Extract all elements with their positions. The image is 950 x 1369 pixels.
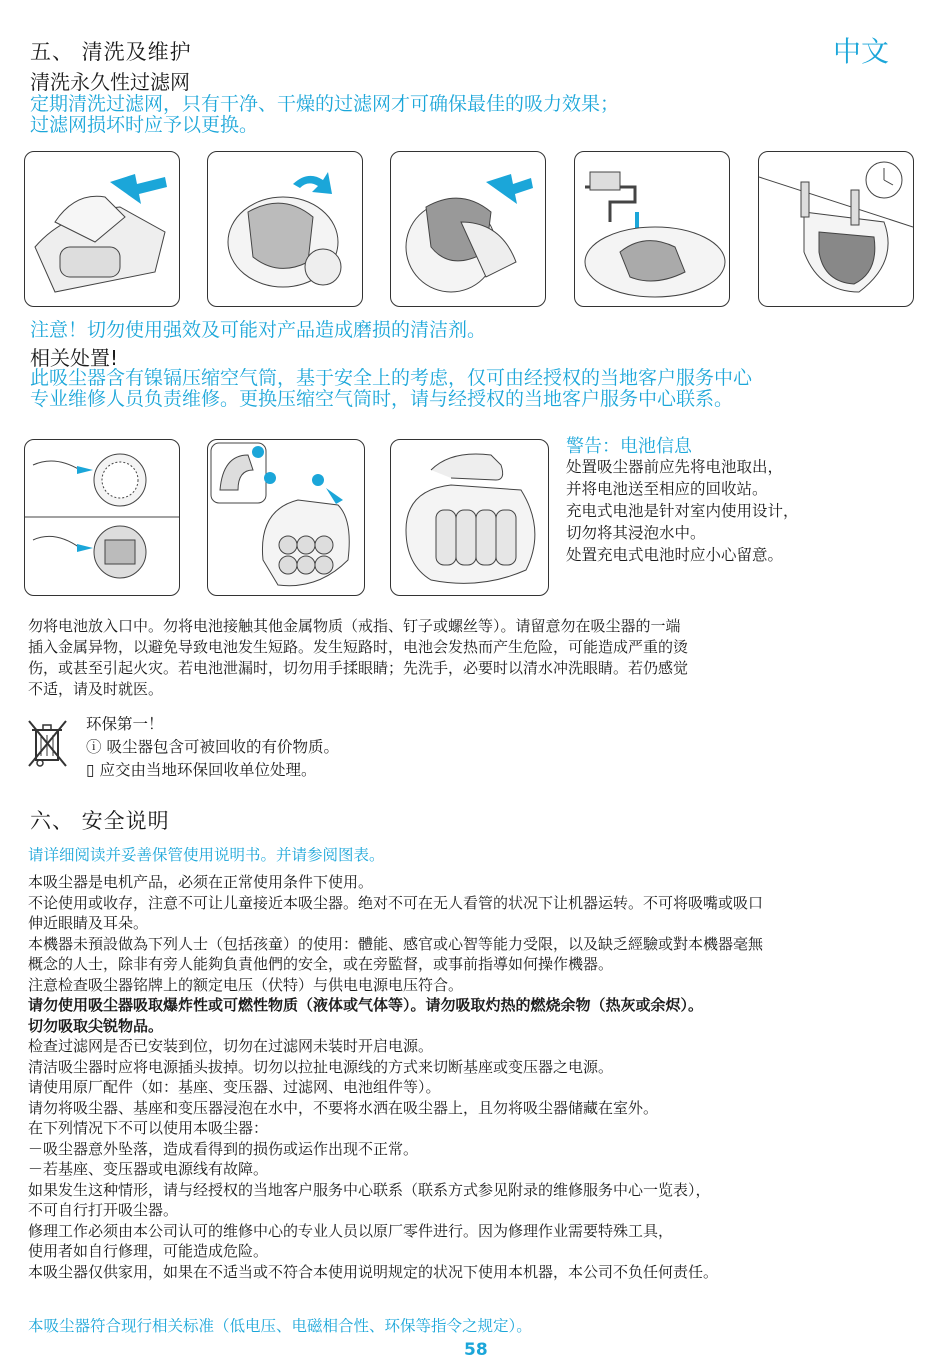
battery-pack-illustration bbox=[391, 440, 548, 595]
filter-pull-illustration bbox=[391, 152, 545, 306]
illustration-dry-filter bbox=[758, 151, 914, 307]
environment-block bbox=[86, 713, 339, 782]
battery-safety-paragraph bbox=[28, 616, 688, 700]
hand-filter-illustration bbox=[25, 152, 179, 306]
disposal-text-line: 专业维修人员负责维修。更换压缩空气筒时，请与经授权的当地客户服务中心联系。 bbox=[30, 388, 734, 410]
safety-line: －若基座、变压器或电源线有故障。 bbox=[28, 1160, 269, 1178]
safety-line: 在下列情况下不可以使用本吸尘器： bbox=[28, 1119, 269, 1137]
disposal-text bbox=[30, 368, 752, 410]
environment-line bbox=[86, 759, 339, 782]
battery-safety-line: 插入金属异物，以避免导致电池发生短路。发生短路时，电池会发热而产生危险，可能造成严重的烫 bbox=[28, 638, 689, 656]
battery-warning-lines bbox=[566, 456, 799, 566]
battery-removal-illustration bbox=[208, 440, 364, 595]
drying-illustration bbox=[759, 152, 913, 306]
safety-line: 切勿吸取尖锐物品。 bbox=[28, 1016, 164, 1035]
safety-instructions bbox=[28, 872, 763, 1282]
environment-line-text: 应交由当地环保回收单位处理。 bbox=[99, 761, 317, 779]
safety-line: 检查过滤网是否已安装到位，切勿在过滤网未装时开启电源。 bbox=[28, 1037, 434, 1055]
page-number: 58 bbox=[464, 1340, 488, 1360]
environment-line bbox=[86, 736, 339, 759]
safety-line: 本吸尘器仅供家用，如果在不适当或不符合本使用说明规定的状况下使用本机器，本公司不负任何责任。 bbox=[28, 1262, 719, 1281]
safety-line: 不论使用或收存，注意不可让儿童接近本吸尘器。绝对不可在无人看管的状况下让机器运转。不可将吸嘴或吸口 bbox=[28, 893, 764, 912]
filter-intro-line: 定期清洗过滤网，只有干净、干燥的过滤网才可确保最佳的吸力效果； bbox=[30, 93, 620, 115]
environment-title: 环保第一！ bbox=[86, 715, 164, 733]
safety-line: 修理工作必须由本公司认可的维修中心的专业人员以原厂零件进行。因为修理作业需要特殊工具， bbox=[28, 1221, 674, 1240]
safety-line: 请勿使用吸尘器吸取爆炸性或可燃性物质（液体或气体等）。请勿吸取灼热的燃烧余物（热灰或余烬）。 bbox=[28, 996, 704, 1014]
illustration-remove-filter bbox=[24, 151, 180, 307]
battery-safety-line: 勿将电池放入口中。勿将电池接触其他金属物质（戒指、钉子或螺丝等）。请留意勿在吸尘器的一端 bbox=[28, 617, 681, 635]
safety-line: －吸尘器意外坠落，造成看得到的损伤或运作出现不正常。 bbox=[28, 1139, 419, 1158]
caution-text: 注意！切勿使用强效及可能对产品造成磨损的清洁剂。 bbox=[30, 319, 487, 341]
illustration-wash-filter bbox=[574, 151, 730, 307]
safety-line: 请勿将吸尘器、基座和变压器浸泡在水中，不要将水洒在吸尘器上，且勿将吸尘器储藏在室外。 bbox=[28, 1098, 659, 1117]
safety-line: 本機器未預設做為下列人士（包括孩童）的使用：體能、感官或心智等能力受限，以及缺乏經驗或對本機器毫無 bbox=[28, 934, 764, 953]
battery-warning-title: 警告：电池信息 bbox=[566, 436, 692, 457]
safety-line: 注意检查吸尘器铭牌上的额定电压（伏特）与供电电源电压符合。 bbox=[28, 975, 464, 994]
battery-warning-line: 处置充电式电池时应小心留意。 bbox=[566, 546, 784, 564]
filter-intro bbox=[30, 94, 619, 136]
filter-subheading: 清洗永久性过滤网 bbox=[30, 70, 190, 94]
safety-line: 请使用原厂配件（如：基座、变压器、过滤网、电池组件等）。 bbox=[28, 1078, 441, 1096]
disposal-heading: 相关处置! bbox=[30, 346, 119, 370]
safety-line: 如果发生这种情形，请与经授权的当地客户服务中心联系（联系方式参见附录的维修服务中心一览表）， bbox=[28, 1180, 711, 1199]
recycle-icon: ▯ bbox=[86, 761, 95, 779]
safety-line: 不可自行打开吸尘器。 bbox=[28, 1201, 179, 1219]
illustration-battery-pack bbox=[390, 439, 549, 596]
washing-illustration bbox=[575, 152, 729, 306]
disposal-text-line: 此吸尘器含有镍镉压缩空气筒，基于安全上的考虑，仅可由经授权的当地客户服务中心 bbox=[30, 367, 753, 389]
battery-warning-line: 并将电池送至相应的回收站。 bbox=[566, 480, 768, 498]
illustration-remove-battery bbox=[207, 439, 365, 596]
battery-warning-line: 处置吸尘器前应先将电池取出， bbox=[566, 458, 784, 476]
illustration-open-battery-cover bbox=[24, 439, 180, 596]
environment-line-text: 吸尘器包含可被回收的有价物质。 bbox=[106, 738, 339, 756]
illustration-open-filter bbox=[207, 151, 363, 307]
battery-warning-line: 切勿将其浸泡水中。 bbox=[566, 524, 706, 542]
section5-heading: 五、 清洗及维护 bbox=[30, 40, 192, 64]
info-icon: ⓘ bbox=[86, 738, 102, 756]
illustration-pull-filter bbox=[390, 151, 546, 307]
crossed-bin-icon bbox=[26, 718, 70, 770]
filter-open-illustration bbox=[208, 152, 362, 306]
battery-cover-illustration bbox=[25, 440, 179, 595]
standards-text: 本吸尘器符合现行相关标准（低电压、电磁相合性、环保等指令之规定）。 bbox=[28, 1317, 532, 1335]
battery-safety-line: 伤，或甚至引起火灾。若电池泄漏时，切勿用手揉眼睛；先洗手，必要时以清水冲洗眼睛。若仍感觉 bbox=[28, 659, 689, 677]
safety-line: 概念的人士，除非有旁人能夠負責他們的安全，或在旁監督，或事前指導如何操作機器。 bbox=[28, 955, 614, 973]
filter-intro-line: 过滤网损坏时应予以更换。 bbox=[30, 114, 259, 136]
section6-heading: 六、 安全说明 bbox=[30, 809, 170, 833]
safety-line: 本吸尘器是电机产品，必须在正常使用条件下使用。 bbox=[28, 873, 374, 891]
safety-line: 伸近眼睛及耳朵。 bbox=[28, 914, 149, 932]
section6-intro: 请详细阅读并妥善保管使用说明书。并请参阅图表。 bbox=[28, 846, 385, 864]
safety-line: 使用者如自行修理，可能造成危险。 bbox=[28, 1242, 269, 1260]
language-label: 中文 bbox=[833, 35, 890, 68]
battery-safety-line: 不适，请及时就医。 bbox=[28, 680, 164, 698]
battery-warning-line: 充电式电池是针对室内使用设计， bbox=[566, 502, 799, 520]
safety-line: 清洁吸尘器时应将电源插头拔掉。切勿以拉扯电源线的方式来切断基座或变压器之电源。 bbox=[28, 1057, 614, 1076]
